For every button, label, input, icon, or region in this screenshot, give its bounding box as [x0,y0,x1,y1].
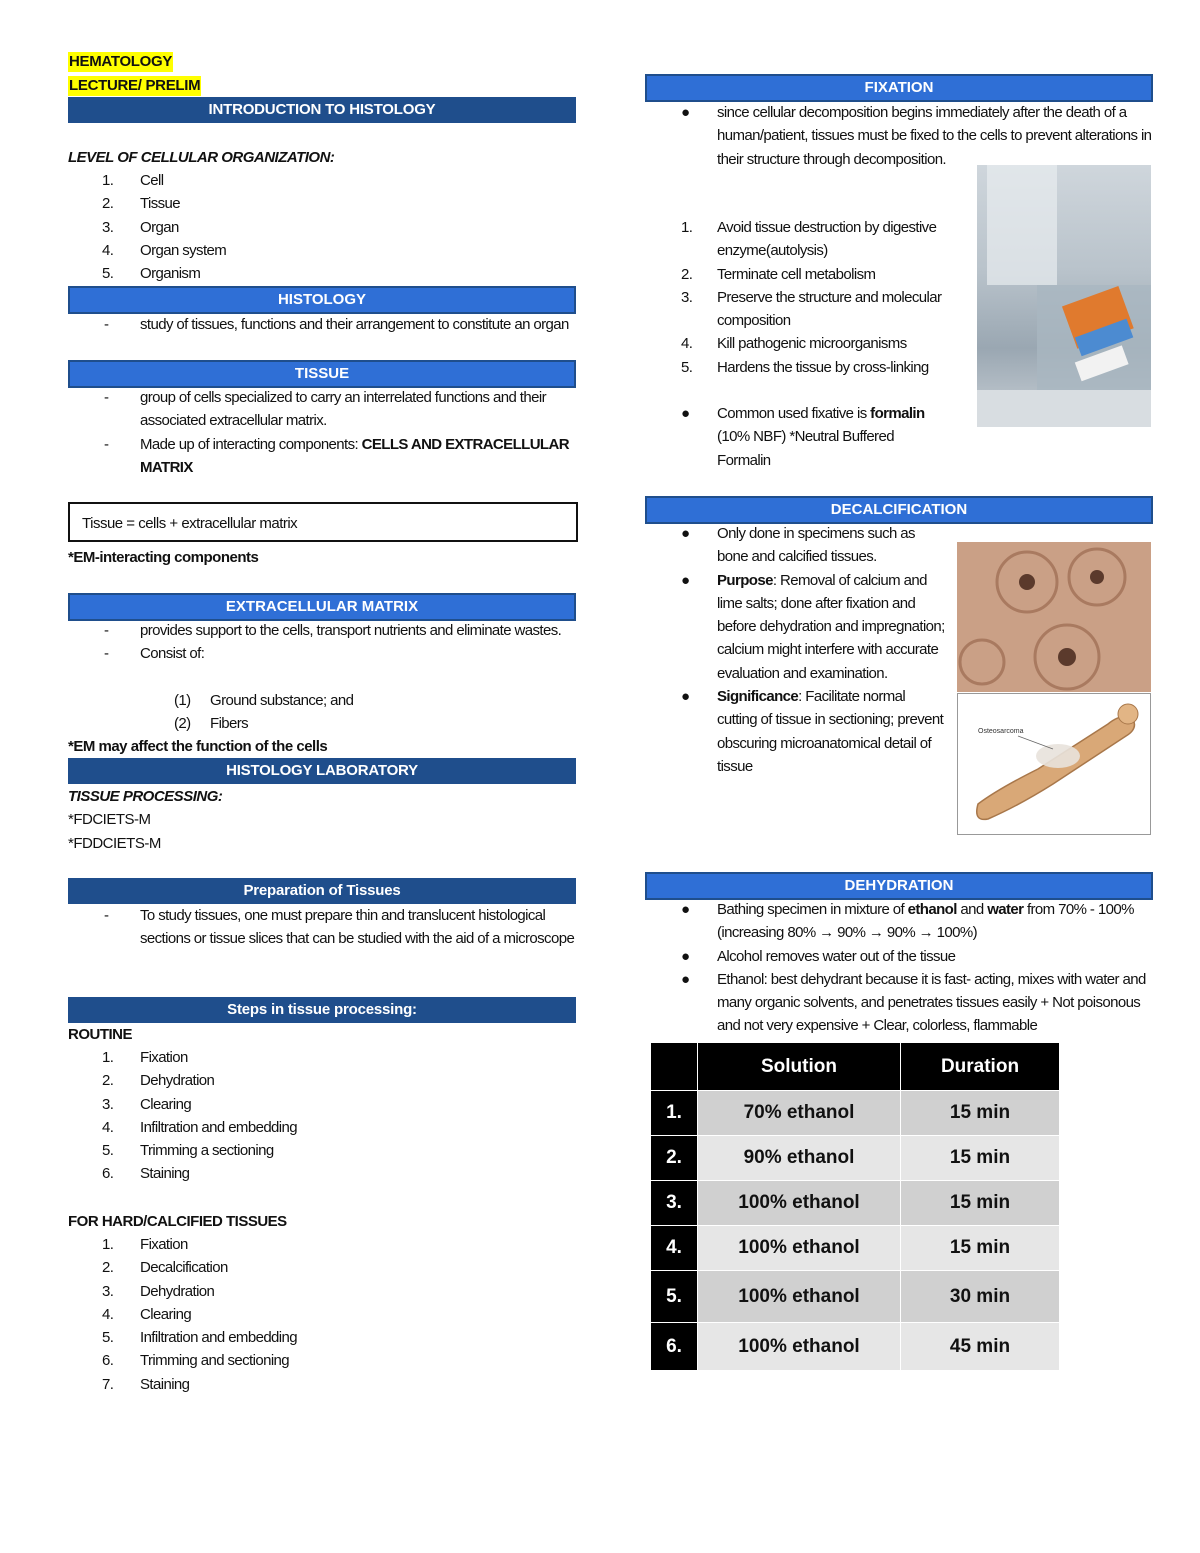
subject-title: HEMATOLOGY [69,53,173,70]
list-item: 5. Infiltration and embedding [102,1329,298,1347]
table-header-duration: Duration [901,1043,1060,1091]
steps-bar: Steps in tissue processing: [68,997,576,1023]
row-solution: 100% ethanol [698,1323,901,1371]
list-item: ● Bathing specimen in mixture of ethanol and water from 70% - 100% (increasing 80% → 90% → 90% → 100%) [681,901,1134,942]
list-item: 1. Cell [102,172,164,189]
list-item: ● Alcohol removes water out of the tissue [681,947,956,965]
table-row [651,1091,1060,1136]
table-header-solution: Solution [698,1043,901,1091]
list-item: 6. Staining [102,1165,190,1183]
list-item: (1) Ground substance; and [174,692,354,709]
hard-title: FOR HARD/CALCIFIED TISSUES [68,1213,287,1230]
dehyd-bar: DEHYDRATION [645,872,1153,900]
list-item: 5. Organism [102,265,201,283]
list-item: (2) Fibers [174,715,249,733]
table-row [651,1271,1060,1323]
formula-box: Tissue = cells + extracellular matrix [68,502,578,542]
row-solution: 100% ethanol [698,1271,901,1323]
dehyd-list [645,898,1155,1038]
list-item: - Made up of interacting components: CELLS AND EXTRACELLULAR MATRIX [104,435,569,476]
list-item: ● since cellular decomposition begins immediately after the death of a human/patient, tissues must be fixed to the cells to prevent alterations in their structure through decomposition. [681,104,1152,168]
prep-list [68,904,578,951]
list-item: 3. Dehydration [102,1282,215,1300]
lab-bar: HISTOLOGY LABORATORY [68,758,576,784]
decal-list [645,522,945,778]
bone-histology-photo [957,542,1151,692]
list-item: 1. Fixation [102,1236,188,1253]
list-item: ● Purpose: Removal of calcium and lime salts; done after fixation and before dehydration and impregnation; calcium might interfere with accurate evaluation and examination. [681,571,945,682]
row-solution: 90% ethanol [698,1136,901,1181]
row-duration: 45 min [901,1323,1060,1371]
list-item: 1. Fixation [102,1049,188,1066]
fixation-jar-image [977,165,1151,427]
routine-list [68,1046,578,1186]
row-duration: 15 min [901,1091,1060,1136]
row-duration: 15 min [901,1181,1060,1226]
list-item: - provides support to the cells, transport nutrients and eliminate wastes. [104,622,562,639]
bone-histology-image [957,542,1151,692]
row-number: 5. [651,1271,698,1323]
processing-title: TISSUE PROCESSING: [68,788,223,805]
list-item: ● Ethanol: best dehydrant because it is fast- acting, mixes with water and many organic solvents, and penetrates tissues easily + Not poisonous and not very expensive + Clear, colorless, flammable [681,970,1146,1035]
list-item: 6. Trimming and sectioning [102,1352,290,1370]
list-item: 3. Organ [102,218,179,236]
list-item: 2. Decalcification [102,1259,228,1277]
list-item: - study of tissues, functions and their arrangement to constitute an organ [104,316,569,333]
femur-illustration [958,694,1151,835]
row-number: 3. [651,1181,698,1226]
table-header-row [651,1043,1060,1091]
tissue-bar: TISSUE [68,360,576,388]
row-duration: 30 min [901,1271,1060,1323]
table-row [651,1181,1060,1226]
list-item: 4. Kill pathogenic microorganisms [681,335,907,353]
bone-diagram [957,693,1151,835]
list-item: 2. Terminate cell metabolism [681,265,876,283]
levels-list [68,169,578,285]
list-item: 4. Infiltration and embedding [102,1118,298,1136]
list-item: 2. Tissue [102,195,181,213]
row-number: 4. [651,1226,698,1271]
section-title: LECTURE/ PRELIM [69,77,201,95]
list-item: 5. Trimming a sectioning [102,1142,274,1160]
intro-bar: INTRODUCTION TO HISTOLOGY [68,97,576,123]
list-item: 5. Hardens the tissue by cross-linking [681,358,929,376]
list-item: 2. Dehydration [102,1072,215,1090]
list-item: ● Significance: Facilitate normal cutting of tissue in sectioning; prevent obscuring microanatomical detail of tissue [681,688,944,775]
mnemonic-1: *FDCIETS-M [68,811,151,828]
fixation-list [645,216,955,379]
row-solution: 100% ethanol [698,1226,901,1271]
ecm-sublist [68,689,578,736]
list-item: - group of cells specialized to carry an interrelated functions and their associated extracellular matrix. [104,389,546,430]
ecm-note: *EM may affect the function of the cells [68,738,328,755]
histology-list [68,313,578,336]
table-row [651,1323,1060,1371]
table-row [651,1226,1060,1271]
dehydration-table [650,1042,1060,1371]
row-number: 1. [651,1091,698,1136]
fixative-list [645,402,945,472]
fixation-intro [645,101,1155,171]
fixation-photo [977,165,1151,427]
ecm-bar: EXTRACELLULAR MATRIX [68,593,576,621]
histology-bar: HISTOLOGY [68,286,576,314]
row-solution: 100% ethanol [698,1181,901,1226]
list-item: 4. Clearing [102,1305,192,1323]
list-item: 4. Organ system [102,241,227,259]
ecm-list [68,619,578,666]
list-item: 3. Clearing [102,1095,192,1113]
hard-list [68,1233,578,1396]
list-item: ● Only done in specimens such as bone and calcified tissues. [681,525,915,566]
table-header-num [651,1043,698,1091]
mnemonic-2: *FDDCIETS-M [68,835,161,852]
tissue-list [68,386,578,479]
list-item: 1. Avoid tissue destruction by digestive enzyme(autolysis) [681,219,937,260]
list-item: 7. Staining [102,1375,190,1393]
routine-title: ROUTINE [68,1026,132,1043]
row-number: 6. [651,1323,698,1371]
list-item: - Consist of: [104,645,205,663]
list-item: - To study tissues, one must prepare thin and translucent histological sections or tissue slices that can be studied with the aid of a microscope [104,907,575,948]
prep-bar: Preparation of Tissues [68,878,576,904]
row-duration: 15 min [901,1136,1060,1181]
fixation-bar: FIXATION [645,74,1153,102]
row-number: 2. [651,1136,698,1181]
row-solution: 70% ethanol [698,1091,901,1136]
levels-title: LEVEL OF CELLULAR ORGANIZATION: [68,149,335,166]
header [68,50,201,98]
em-note: *EM-interacting components [68,549,259,566]
bone-label: Osteosarcoma [978,728,1024,735]
row-duration: 15 min [901,1226,1060,1271]
decal-bar: DECALCIFICATION [645,496,1153,524]
list-item: ● Common used fixative is formalin (10% NBF) *Neutral Buffered Formalin [681,405,925,469]
table-row [651,1136,1060,1181]
list-item: 3. Preserve the structure and molecular composition [681,288,942,330]
